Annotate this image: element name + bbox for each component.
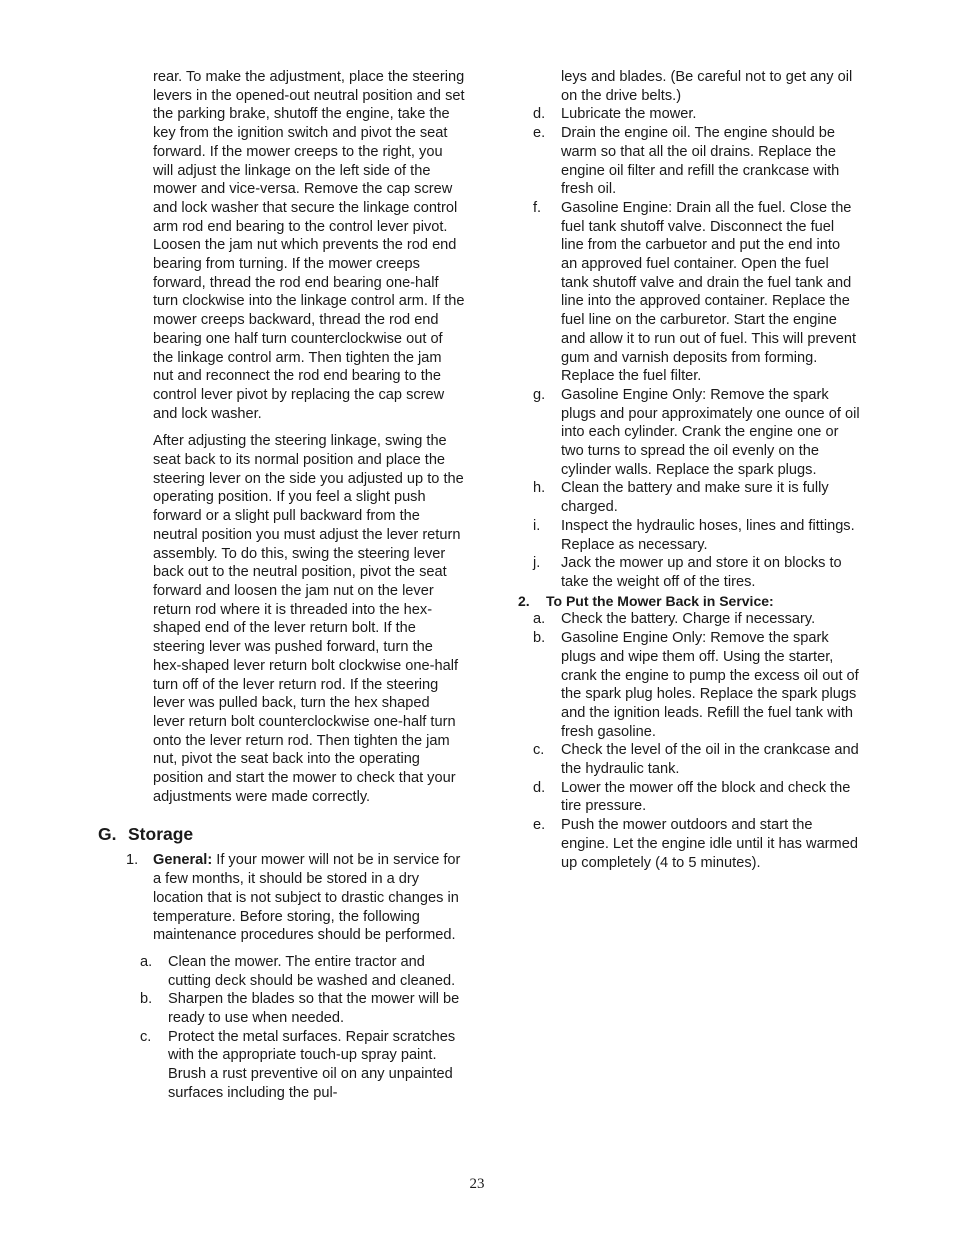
list-text: Clean the mower. The entire tractor and cutting deck should be washed and cleaned. bbox=[168, 953, 456, 989]
list-letter: c. bbox=[140, 1028, 152, 1045]
list-item bbox=[140, 990, 470, 1027]
list-item bbox=[533, 816, 860, 872]
continuation-text: leys and blades. (Be careful not to get any oil on the drive belts.) bbox=[561, 69, 853, 104]
list-text: Sharpen the blades so that the mower will be ready to use when needed. bbox=[168, 991, 460, 1027]
list-letter: h. bbox=[533, 480, 546, 497]
item-number: 1. bbox=[126, 852, 139, 869]
storage-list-right bbox=[533, 105, 860, 591]
list-item bbox=[140, 953, 470, 990]
list-item bbox=[140, 1028, 470, 1103]
list-item bbox=[533, 629, 860, 741]
list-text: Check the level of the oil in the crankcase and the hydraulic tank. bbox=[561, 742, 859, 778]
item-body: If your mower will not be in service for a few months, it should be stored in a dry location that is not subject to drastic changes in temperature. Before storing, the following maintenance procedures should be performed. bbox=[153, 852, 461, 944]
list-letter: a. bbox=[140, 953, 153, 970]
page-number: 23 bbox=[469, 1176, 485, 1192]
section-title: Storage bbox=[128, 824, 194, 845]
lever-return-paragraph: After adjusting the steering linkage, swing the seat back to its normal position and place the steering lever on the side you adjusted up to the operating position. If you feel a slight push forward or a slight pull backward from the neutral position you must adjust the lever return assembly. To do this, swing the steering lever back out to the neutral position, pivot the seat forward and loosen the jam nut on the lever return rod where it is threaded into the hex-shaped end of the lever return bolt. If the steering lever was pushed forward, turn the hex-shaped lever return bolt clockwise one-half turn off of the lever return rod. If the steering lever was pulled back, turn the hex shaped lever return bolt counterclockwise one-half turn onto the lever return rod. Then tighten the jam nut, pivot the seat back into the operating position and start the mower to check that your adjustments were made correctly. bbox=[153, 433, 464, 805]
item-number: 2. bbox=[518, 592, 530, 609]
list-letter: b. bbox=[140, 991, 153, 1008]
list-item bbox=[533, 105, 860, 124]
list-letter: j. bbox=[533, 555, 541, 572]
service-heading bbox=[518, 592, 860, 611]
section-letter: G. bbox=[98, 824, 117, 845]
list-text: Inspect the hydraulic hoses, lines and fittings. Replace as necessary. bbox=[561, 517, 855, 553]
list-text: Protect the metal surfaces. Repair scratches with the appropriate touch-up spray paint. Brush a rust preventive oil on any unpainted surfaces including the pul- bbox=[168, 1028, 456, 1101]
storage-list-left bbox=[140, 953, 470, 1103]
list-text: Jack the mower up and store it on blocks to take the weight off of the tires. bbox=[561, 555, 842, 590]
list-text: Lubricate the mower. bbox=[561, 106, 697, 123]
list-item bbox=[533, 610, 860, 629]
list-letter: c. bbox=[533, 742, 545, 759]
list-letter: e. bbox=[533, 125, 546, 142]
list-letter: i. bbox=[533, 517, 541, 534]
list-item bbox=[533, 199, 860, 386]
general-item bbox=[126, 851, 470, 945]
list-item bbox=[533, 386, 860, 480]
list-text: Drain the engine oil. The engine should be warm so that all the oil drains. Replace the engine oil filter and refill the crankcase with fresh oil. bbox=[561, 125, 840, 198]
list-item bbox=[533, 517, 860, 554]
list-text: Check the battery. Charge if necessary. bbox=[561, 611, 816, 628]
list-item bbox=[533, 741, 860, 778]
list-text: Push the mower outdoors and start the engine. Let the engine idle until it has warmed up completely (4 to 5 minutes). bbox=[561, 817, 858, 871]
list-letter: d. bbox=[533, 779, 546, 796]
left-column bbox=[98, 68, 470, 1103]
list-text: Gasoline Engine Only: Remove the spark plugs and wipe them off. Using the starter, crank the engine to pump the excess oil out of the spark plug holes. Replace the spark plugs and the ignition leads. Refill the fuel tank with fresh gasoline. bbox=[561, 630, 859, 740]
list-text: Clean the battery and make sure it is fully charged. bbox=[561, 480, 829, 516]
item-text bbox=[153, 851, 465, 945]
list-letter: g. bbox=[533, 386, 546, 403]
item-label: General: bbox=[153, 852, 213, 869]
section-heading bbox=[98, 823, 470, 845]
list-letter: d. bbox=[533, 106, 546, 123]
list-item bbox=[533, 479, 860, 516]
service-title: To Put the Mower Back in Service: bbox=[546, 592, 774, 609]
service-list bbox=[533, 610, 860, 872]
list-item bbox=[533, 124, 860, 199]
right-column bbox=[518, 68, 860, 872]
list-text: Gasoline Engine Only: Remove the spark plugs and pour approximately one ounce of oil into each cylinder. Crank the engine one or two turns to spread the oil evenly on the cylinder walls. Replace the spark plugs. bbox=[561, 386, 860, 478]
list-text: Lower the mower off the block and check the tire pressure. bbox=[561, 779, 851, 815]
list-text: Gasoline Engine: Drain all the fuel. Close the fuel tank shutoff valve. Disconnect the fuel line from the carbuetor and put the end into an approved fuel container. Open the fuel tank shutoff valve and drain the fuel tank and line into the approved container. Replace the fuel line on the carburetor. Start the engine and allow it to run out of fuel. This will prevent gum and varnish deposits from forming. Replace the fuel filter. bbox=[561, 199, 857, 385]
list-letter: f. bbox=[533, 199, 542, 216]
steering-adjustment-paragraph: rear. To make the adjustment, place the steering levers in the opened-out neutral position and set the parking brake, shutoff the engine, take the key from the ignition switch and pivot the seat forward. If the mower creeps to the right, you will adjust the linkage on the left side of the mower and vice-versa. Remove the cap screw and lock washer that secure the linkage control arm rod end bearing to the control lever pivot. Loosen the jam nut which prevents the rod end bearing from turning. If the mower creeps forward, thread the rod end bearing one-half turn clockwise into the linkage control arm. If the mower creeps backward, thread the rod end bearing one half turn counterclockwise out of the linkage control arm. Then tighten the jam nut and reconnect the rod end bearing to the control lever pivot by replacing the cap screw and lock washer. bbox=[153, 69, 465, 422]
list-letter: b. bbox=[533, 630, 546, 647]
list-letter: e. bbox=[533, 817, 546, 834]
list-item bbox=[533, 554, 860, 591]
list-item bbox=[533, 779, 860, 816]
list-letter: a. bbox=[533, 611, 546, 628]
